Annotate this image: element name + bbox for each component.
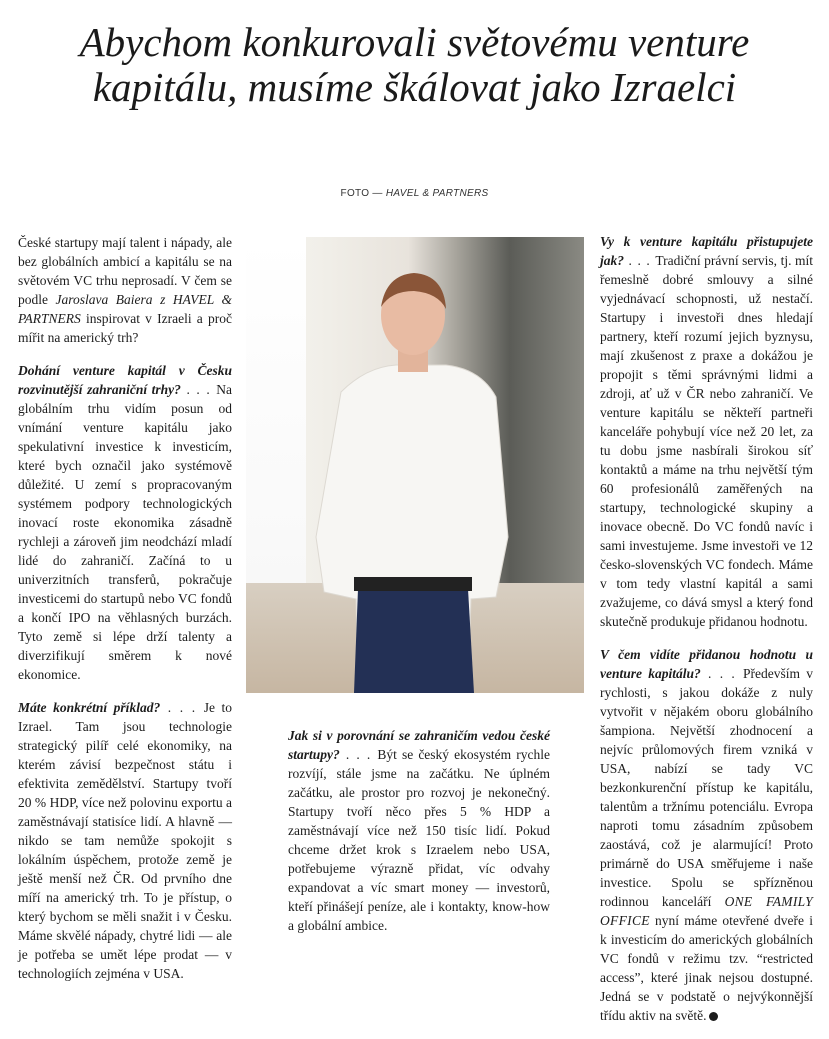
intro-text-1: České startupy mají talent i nápady, ale bez globálních ambicí a kapitálu se na světovém VC trhu neprosadí. V čem se podle <box>18 235 232 307</box>
qa-2 <box>18 698 232 983</box>
dots-2: . . . <box>160 700 204 715</box>
photo-credit <box>0 188 829 199</box>
column-left <box>18 233 232 997</box>
qa-3 <box>288 726 550 935</box>
answer-5-part-1: Především v rychlosti, s jakou dokáže z nuly vytvořit v nějakém oboru globálního šampiona. Největší zhodnocení a nejvíc průlomových firem vzniká v USA, nabízí se tady VC bezkonkurenční přístup ke kapitálu, talentům a tržnímu potenciálu. Evropa naproti tomu zásadním způsobem zaostává, což je alarmující! Proto primárně do USA směřujeme i naše investice. Spolu se spřízněnou rodinnou kanceláří <box>600 666 813 909</box>
column-right <box>600 232 813 1039</box>
answer-3: Být se český ekosystém rychle rozvíjí, stále jsme na začátku. Ne úplném začátku, ale prostor pro rozvoj je nekonečný. Startupy tvoří něco přes 5 % HDP a zaměstnávají více než 150 tisíc lidí. Pokud chceme držet krok s Izraelem nebo USA, potřebujeme výrazně přidat, víc odvahy expandovat a víc smart money — investorů, kteří přinášejí peníze, ale i kontakty, know-how a globální ambice. <box>288 747 551 933</box>
intro-text-2: inspirovat v Izraeli a proč mířit na americký trh? <box>18 311 232 345</box>
dots-3: . . . <box>339 747 378 762</box>
answer-5-part-2: nyní máme otevřené dveře i k investicím do amerických globálních VC fondů v režimu tzv. “restricted access”, které jinak nejsou dostupné. Jedná se v podstatě o nejvýkonnější třídu aktiv na světě. <box>600 913 813 1023</box>
person-figure <box>246 237 584 693</box>
dots-5: . . . <box>700 666 743 681</box>
question-1: Dohání venture kapitál v Česku rozvinutější zahraniční trhy? <box>18 363 232 397</box>
answer-5-company: ONE FAMILY OFFICE <box>600 894 813 928</box>
qa-1 <box>18 361 232 684</box>
answer-4: Tradiční právní servis, tj. mít řemeslně dobré smlouvy a silné vyjednávací schopnosti, už nestačí. Startupy i investoři dnes hledají partnery, kteří rozumí jejich byznysu, mají zkušenost z praxe a dokážou je propojit s těmi správnými lidmi a zdroji, ať už v ČR nebo zahraničí. Ve venture kapitálu se někteří partneři kanceláře pohybují více než 20 let, za tu dobu jsme nasbírali širokou síť kontaktů a máme na trhu největší tým 60 profesionálů zaměřených na startupy, technologické skupiny a inovace obecně. Do VC fondů navíc i sami investujeme. Jsme investoři ve 12 česko-slovenských VC fondech. Máme v tom tedy vlastní kapitál a sami zvažujeme, co dává smysl a který fond skutečně produkuje přidanou hodnotu. <box>600 253 813 629</box>
portrait-photo <box>246 237 584 693</box>
answer-1: Na globálním trhu vidím posun od vnímání venture kapitálu jako spekulativní investice k investicím, které bych označil jako systémově důležité. U zemí s propracovaným systémem podpory technologických inovací roste ekonomika zásadně rychleji a zároveň jim neodchází mladí lidé do zahraničí. Začíná to u univerzitních transferů, pokračuje investicemi do startupů nebo VC fondů a končí IPO na věhlasných burzách. Tyto země si lépe drží talenty a diverzifikují směrem k nové ekonomice. <box>18 382 232 682</box>
answer-2: Je to Izrael. Tam jsou technologie strategický pilíř celé ekonomiky, na kterém závisí bezpečnost státu i efektivita zemědělství. Startupy tvoří 20 % HDP, více než polovinu exportu a zaměstnávají statisíce lidí. A hlavně — nikdo se tam nemůže spokojit s lokálním úspěchem, protože země je ještě menší než ČR. Od prvního dne míří na americký trh. To je přístup, o který bychom se měli snažit i v Česku. Máme skvělé nápady, chytré lidi — ale je potřeba se umět lépe prodat — v technologiích zejména v USA. <box>18 700 233 981</box>
question-2: Máte konkrétní příklad? <box>18 700 161 715</box>
question-5: V čem vidíte přidanou hodnotu u venture kapitálu? <box>600 647 813 681</box>
qa-4 <box>600 232 813 631</box>
article-headline: Abychom konkurovali světovému venture kapitálu, musíme škálovat jako Izraelci <box>79 19 750 110</box>
end-of-article-icon <box>709 1012 718 1021</box>
photo-credit-label: FOTO — <box>340 188 383 199</box>
question-3: Jak si v porovnání se zahraničím vedou české startupy? <box>288 728 550 762</box>
intro-name: Jaroslava Baiera z HAVEL & PARTNERS <box>18 292 232 326</box>
question-4: Vy k venture kapitálu přistupujete jak? <box>600 234 813 268</box>
photo-credit-name: HAVEL & PARTNERS <box>385 188 489 199</box>
dots-1: . . . <box>180 382 217 397</box>
qa-5 <box>600 645 813 1025</box>
intro-paragraph <box>18 233 232 347</box>
dots-4: . . . <box>624 253 656 268</box>
column-middle <box>288 726 550 949</box>
